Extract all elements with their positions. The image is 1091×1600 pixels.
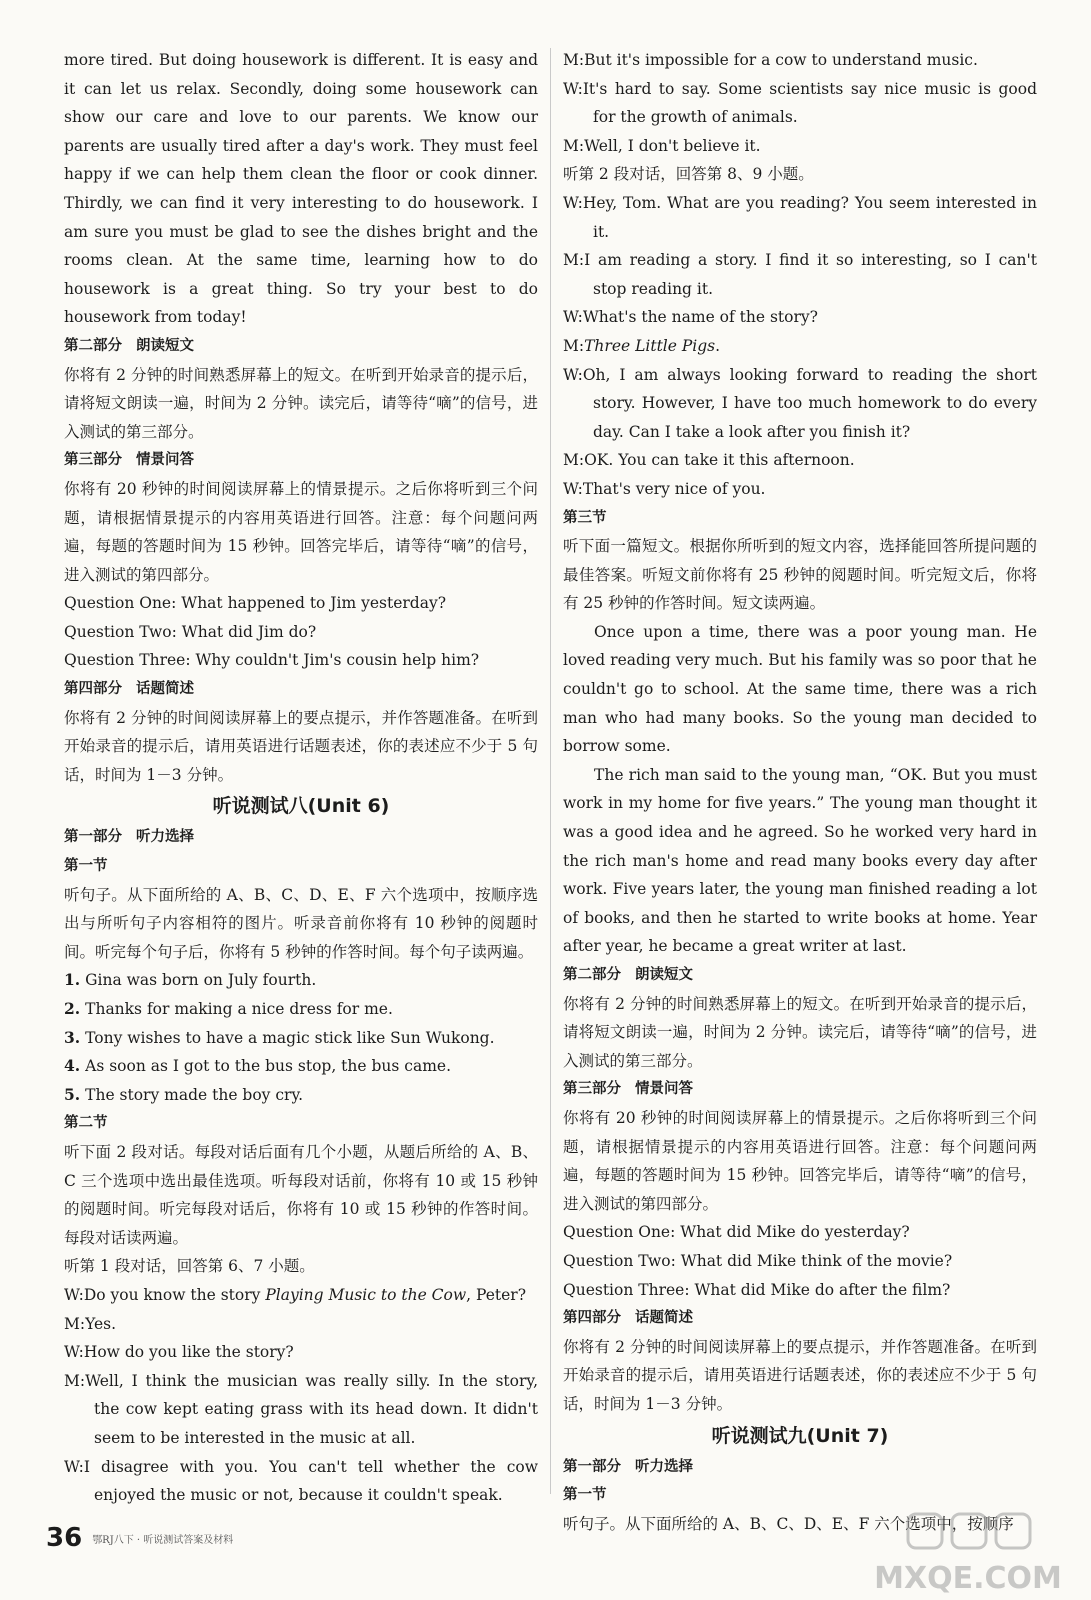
part-heading	[563, 504, 1037, 533]
speaker: M:	[563, 251, 585, 270]
paragraph: 你将有 2 分钟的时间熟悉屏幕上的短文。在听到开始录音的提示后，请将短文朗读一遍，时间为 2 分钟。读完后，请等待“嘀”的信号，进入测试的第三部分。	[64, 365, 538, 441]
paragraph: Question One: What happened to Jim yesterday?	[64, 594, 447, 613]
speaker: W:	[563, 193, 583, 212]
part-heading	[64, 1109, 538, 1138]
part-label: 第一节	[563, 1487, 607, 1504]
item-text: Tony wishes to have a magic stick like Sun Wukong.	[85, 1028, 495, 1047]
item-number: 3.	[64, 1027, 81, 1047]
dialogue-line	[64, 1453, 538, 1510]
paragraph: 听下面一篇短文。根据你所听到的短文内容，选择能回答所提问题的最佳答案。听短文前你将有 25 秒钟的阅题时间。听完短文后，你将有 25 秒钟的作答时间。短文读两遍。	[563, 537, 1037, 613]
story-paragraph: The rich man said to the young man, “OK. But you must work in my home for five years.” The young man thought it was a good idea and he agreed. So he worked very hard in the rich man's home and read many books every day after work. Five years later, the young man finished reading a lot of books, and then he started to write books at home. Year after year, he became a great writer at last.	[563, 765, 1037, 956]
item-number: 4.	[64, 1056, 81, 1076]
left-column	[64, 46, 538, 1510]
title-italic: Three Little Pigs	[584, 336, 716, 355]
line-text: Yes.	[85, 1314, 117, 1333]
numbered-item	[64, 966, 538, 995]
right-column	[563, 46, 1037, 1538]
line-end: .	[715, 336, 721, 355]
item-text: Thanks for making a nice dress for me.	[85, 1000, 393, 1018]
section-title: 听说测试八(Unit 6)	[212, 795, 390, 818]
part-label: 第三部分	[563, 1081, 621, 1098]
numbered-item	[64, 1081, 538, 1110]
part-topic: 朗读短文	[136, 337, 194, 354]
part-heading	[64, 675, 538, 704]
line-text: I disagree with you. You can't tell whether the cow enjoyed the music or not, because it couldn't speak.	[83, 1457, 538, 1505]
part-label: 第四部分	[563, 1310, 621, 1327]
speaker: W:	[563, 308, 583, 327]
part-heading	[64, 446, 538, 475]
item-text: As soon as I got to the bus stop, the bus came.	[85, 1057, 452, 1076]
paragraph: Question Three: What did Mike do after the film?	[563, 1280, 951, 1299]
paragraph: more tired. But doing housework is different. It is easy and it can let us relax. Secondly, doing some housework can show our care and love to our parents. We know our parents are usually tired after a day's work. They must feel happy if we can help them clean the floor or cook dinner. Thirdly, we can find it very interesting to do housework. I am sure you must be glad to see the dishes bright and the rooms clean. At the same time, learning how to do housework is a great thing. So try your best to do housework from today!	[64, 51, 538, 327]
part-topic: 话题简述	[635, 1310, 693, 1327]
line-text: How do you like the story?	[83, 1343, 294, 1362]
paragraph: Question Three: Why couldn't Jim's cousin help him?	[64, 651, 480, 670]
part-topic: 朗读短文	[635, 967, 693, 983]
line-text: Well, I don't believe it.	[584, 136, 761, 155]
page-footer	[46, 1520, 233, 1556]
dialogue-line	[64, 1281, 538, 1310]
speaker: W:	[563, 365, 583, 384]
part-topic: 情景问答	[136, 452, 194, 469]
dialogue-line	[563, 303, 1037, 332]
item-number: 2.	[64, 999, 81, 1018]
paragraph: 你将有 20 秒钟的时间阅读屏幕上的情景提示。之后你将听到三个问题，请根据情景提示的内容用英语进行回答。注意：每个问题问两遍，每题的答题时间为 15 秒钟。回答完毕后，请等待“嘀”的信号，进入测试的第四部分。	[64, 479, 538, 584]
numbered-item	[64, 1052, 538, 1081]
line-text: That's very nice of you.	[582, 479, 766, 498]
part-label: 第二部分	[563, 967, 621, 983]
paragraph: 听第 1 段对话，回答第 6、7 小题。	[64, 1257, 315, 1276]
speaker: W:	[64, 1343, 84, 1362]
dialogue-line	[563, 475, 1037, 504]
part-label: 第三部分	[64, 452, 122, 469]
part-label: 第一节	[64, 858, 108, 875]
line-end: , Peter?	[466, 1285, 527, 1304]
line-text: Oh, I am always looking forward to reading the short story. However, I have too much homework to do every day. Can I take a look after you finish it?	[582, 365, 1037, 441]
dialogue-line	[563, 361, 1037, 447]
part-label: 第四部分	[64, 681, 122, 698]
line-text: OK. You can take it this afternoon.	[584, 451, 855, 470]
dialogue-line	[563, 46, 1037, 75]
part-label: 第二部分	[64, 337, 122, 354]
dialogue-line	[563, 75, 1037, 132]
part-heading	[563, 1304, 1037, 1333]
paragraph: Question One: What did Mike do yesterday?	[563, 1223, 910, 1242]
speaker: M:	[563, 451, 585, 470]
column-divider	[550, 48, 551, 1494]
part-heading	[563, 961, 1037, 990]
speaker: M:	[563, 136, 585, 155]
paragraph: 听第 2 段对话，回答第 8、9 小题。	[563, 165, 814, 184]
speaker: W:	[64, 1457, 84, 1476]
part-label: 第一部分	[64, 829, 122, 846]
item-text: The story made the boy cry.	[85, 1085, 304, 1104]
line-text: Hey, Tom. What are you reading? You seem interested in it.	[582, 193, 1037, 241]
part-heading	[64, 852, 538, 881]
title-italic: Playing Music to the Cow	[265, 1285, 467, 1304]
item-number: 1.	[64, 970, 81, 990]
page-number: 36	[46, 1523, 83, 1553]
dialogue-line	[64, 1310, 538, 1339]
speaker: M:	[64, 1371, 86, 1390]
speaker: W:	[64, 1285, 84, 1304]
section-title: 听说测试九(Unit 7)	[711, 1424, 889, 1447]
numbered-item	[64, 1024, 538, 1053]
part-topic: 话题简述	[136, 681, 194, 698]
item-text: Gina was born on July fourth.	[85, 971, 317, 990]
part-topic: 听力选择	[136, 829, 194, 846]
dialogue-line	[64, 1367, 538, 1453]
dialogue-line	[64, 1338, 538, 1367]
paragraph: 你将有 2 分钟的时间阅读屏幕上的要点提示，并作答题准备。在听到开始录音的提示后，请用英语进行话题表述，你的表述应不少于 5 句话，时间为 1－3 分钟。	[563, 1337, 1037, 1413]
part-label: 第一部分	[563, 1458, 621, 1475]
part-heading	[64, 332, 538, 361]
part-heading	[563, 1075, 1037, 1104]
paragraph: 你将有 2 分钟的时间阅读屏幕上的要点提示，并作答题准备。在听到开始录音的提示后，请用英语进行话题表述，你的表述应不少于 5 句话，时间为 1－3 分钟。	[64, 708, 538, 784]
paragraph: 听句子。从下面所给的 A、B、C、D、E、F 六个选项中，按顺序选出与所听句子内容相符的图片。听录音前你将有 10 秒钟的阅题时间。听完每个句子后，你将有 5 秒钟的作答时间。每个句子读两遍。	[64, 885, 538, 961]
dialogue-line	[563, 246, 1037, 303]
paragraph: 你将有 2 分钟的时间熟悉屏幕上的短文。在听到开始录音的提示后，请将短文朗读一遍，时间为 2 分钟。读完后，请等待“嘀”的信号，进入测试的第三部分。	[563, 994, 1037, 1070]
part-heading	[64, 823, 538, 852]
line-text: What's the name of the story?	[582, 308, 818, 327]
line-text: I am reading a story. I find it so interesting, so I can't stop reading it.	[584, 251, 1037, 298]
speaker: W:	[563, 479, 583, 498]
speaker: M:	[563, 336, 585, 355]
part-heading	[563, 1453, 1037, 1482]
dialogue-line	[563, 189, 1037, 246]
paragraph: 听下面 2 段对话。每段对话后面有几个小题，从题后所给的 A、B、C 三个选项中选出最佳选项。听每段对话前，你将有 10 或 15 秒钟的阅题时间。听完每段对话后，你将有 10 或 15 秒钟的作答时间。每段对话读两遍。	[64, 1142, 539, 1247]
paragraph: 你将有 20 秒钟的时间阅读屏幕上的情景提示。之后你将听到三个问题，请根据情景提示的内容用英语进行回答。注意：每个问题问两遍，每题的答题时间为 15 秒钟。回答完毕后，请等待“嘀”的信号，进入测试的第四部分。	[563, 1108, 1037, 1213]
footer-text: 鄂RJ八下 · 听说测试答案及材料	[92, 1534, 234, 1546]
part-label: 第三节	[563, 509, 607, 526]
part-topic: 听力选择	[635, 1458, 693, 1475]
line-text: Do you know the story	[83, 1285, 266, 1304]
dialogue-line	[563, 332, 1037, 361]
paragraph: Question Two: What did Mike think of the movie?	[563, 1251, 953, 1270]
part-topic: 情景问答	[635, 1081, 693, 1098]
paragraph: 听句子。从下面所给的 A、B、C、D、E、F 六个选项中，按顺序	[563, 1514, 1014, 1533]
part-heading	[563, 1481, 1037, 1510]
paragraph: Question Two: What did Jim do?	[64, 622, 317, 641]
line-text: But it's impossible for a cow to understand music.	[584, 51, 978, 69]
dialogue-line	[563, 132, 1037, 161]
speaker: W:	[563, 79, 583, 98]
part-label: 第二节	[64, 1115, 108, 1132]
speaker: M:	[563, 51, 585, 69]
line-text: It's hard to say. Some scientists say nice music is good for the growth of animals.	[582, 79, 1037, 127]
story-paragraph: Once upon a time, there was a poor young man. He loved reading very much. But his family was so poor that he couldn't go to school. At the same time, there was a rich man who had many books. So the young man decided to borrow some.	[563, 622, 1037, 756]
item-number: 5.	[64, 1084, 81, 1104]
numbered-item	[64, 995, 538, 1024]
watermark-logo	[860, 1508, 1075, 1596]
line-text: Well, I think the musician was really silly. In the story, the cow kept eating grass with its head down. It didn't seem to be interested in the music at all.	[85, 1371, 538, 1447]
dialogue-line	[563, 446, 1037, 475]
speaker: M:	[64, 1314, 86, 1333]
watermark-text: MXQE.COM	[874, 1561, 1062, 1596]
